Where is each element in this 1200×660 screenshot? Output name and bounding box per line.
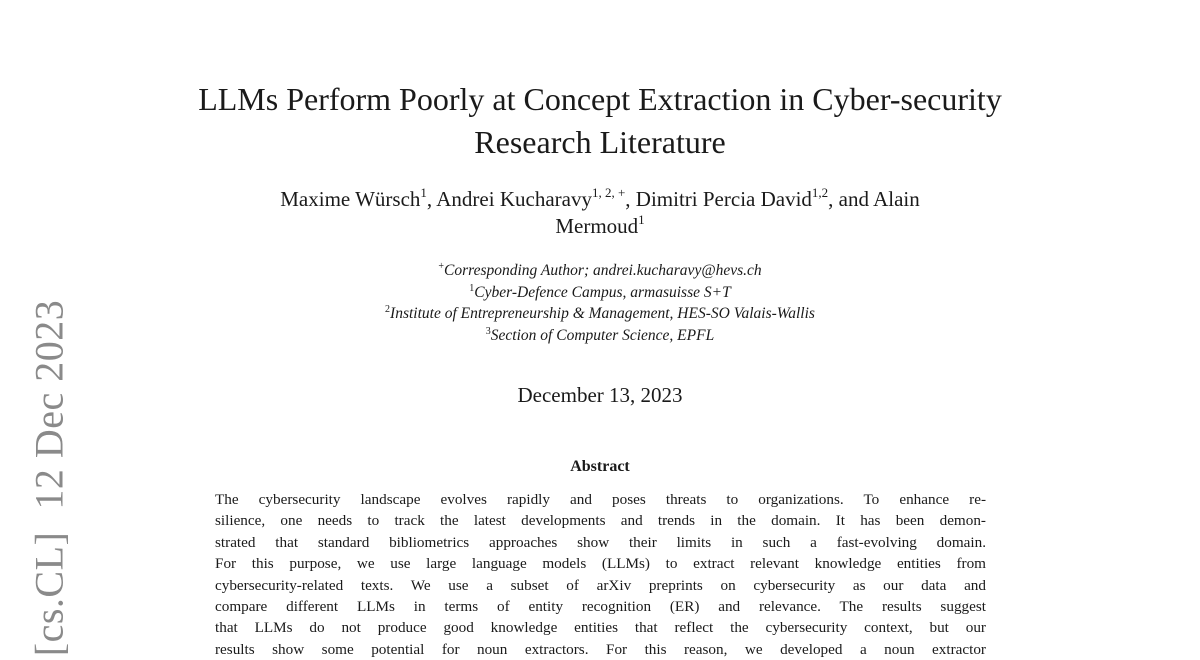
abstract-line: silience, one needs to track the latest developments and trends in the domain. It has been demon- (215, 512, 986, 530)
abstract-line: strated that standard bibliometrics approaches show their limits in such a fast-evolving domain. (215, 533, 986, 551)
affiliation-mark: 2 (385, 304, 391, 315)
author-separator: , (426, 187, 437, 211)
author-name: Andrei Kucharavy (436, 187, 592, 211)
author-line-2 (190, 213, 1010, 240)
author-affiliation-mark: 1 (638, 212, 645, 227)
title-line-2: Research Literature (474, 124, 726, 160)
author-separator: , (625, 187, 636, 211)
affiliation-item (250, 282, 950, 304)
abstract-line: The cybersecurity landscape evolves rapidly and poses threats to organizations. To enhance re- (215, 491, 986, 508)
abstract-heading: Abstract (570, 458, 630, 475)
arxiv-category: [cs.CL] (26, 531, 72, 657)
title-line-1: LLMs Perform Poorly at Concept Extraction in Cyber-security (198, 81, 1002, 117)
abstract-line: results show some potential for noun extractors. For this reason, we developed a noun extractor (215, 640, 986, 658)
author-affiliation-mark: 1 (420, 185, 427, 200)
affiliation-text: Institute of Entrepreneurship & Management, HES-SO Valais-Wallis (390, 305, 815, 322)
affiliation-mark: + (438, 261, 445, 272)
abstract-body (215, 489, 986, 660)
abstract-line: that LLMs do not produce good knowledge entities that reflect the cybersecurity context, but our (215, 619, 986, 637)
affiliation-text: Corresponding Author; andrei.kucharavy@hevs.ch (444, 262, 762, 279)
author-affiliation-mark: 1, 2, + (591, 185, 626, 200)
paper-title (150, 78, 1050, 164)
abstract-line: cybersecurity-related texts. We use a subset of arXiv preprints on cybersecurity as our data and (215, 576, 986, 594)
author-list (190, 186, 1010, 240)
affiliation-mark: 1 (469, 282, 475, 294)
affiliation-item (250, 303, 950, 325)
author-line-1 (190, 186, 1010, 213)
affiliation-mark: 3 (485, 325, 491, 337)
author-name: Mermoud (555, 214, 639, 238)
arxiv-side-stamp (26, 300, 73, 656)
abstract-line: compare different LLMs in terms of entity recognition (ER) and relevance. The results suggest (215, 597, 986, 615)
abstract-line: For this purpose, we use large language models (LLMs) to extract relevant knowledge entities from (215, 555, 986, 573)
author-name: Dimitri Percia David (635, 187, 812, 211)
author-name: Maxime Würsch (280, 187, 421, 211)
arxiv-date: 12 Dec 2023 (26, 299, 72, 510)
affiliation-list (250, 260, 950, 346)
affiliation-item (250, 260, 950, 282)
paper-date: December 13, 2023 (517, 383, 683, 407)
affiliation-item (250, 325, 950, 347)
author-separator: , and Alain (828, 187, 920, 211)
affiliation-text: Section of Computer Science, EPFL (490, 326, 715, 344)
affiliation-text: Cyber-Defence Campus, armasuisse S+T (474, 283, 731, 301)
author-affiliation-mark: 1,2 (811, 185, 829, 200)
